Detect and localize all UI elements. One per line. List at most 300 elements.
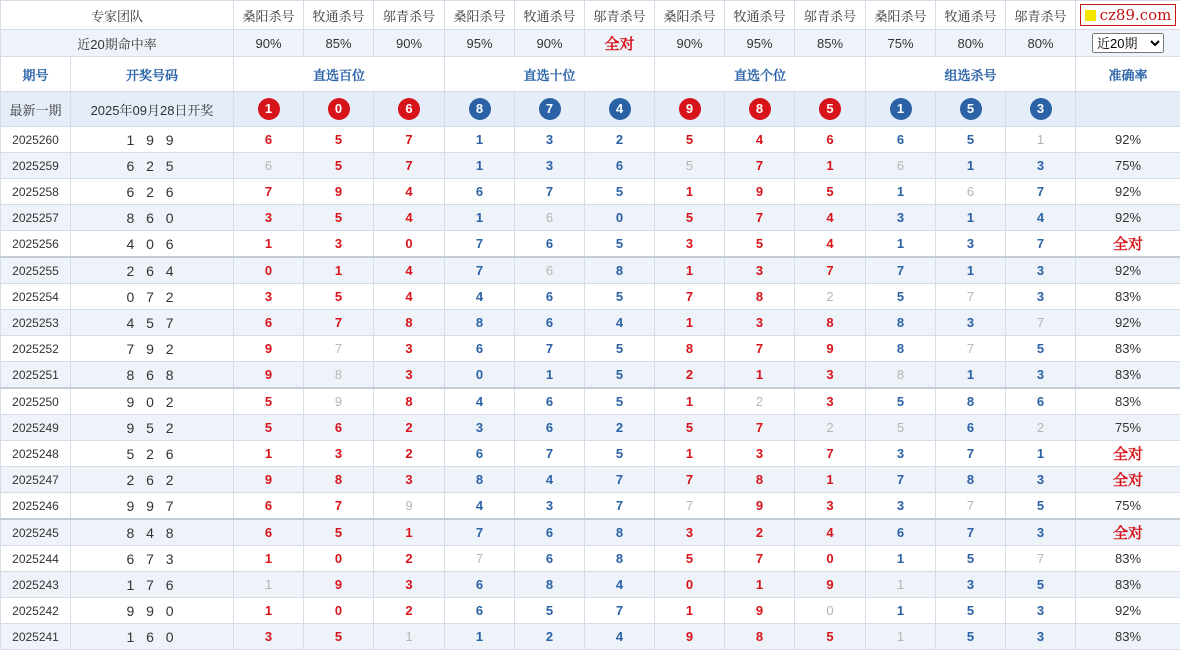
kill-number: 1 bbox=[445, 153, 515, 179]
expert-name: 邬青杀号 bbox=[795, 1, 866, 30]
kill-number: 7 bbox=[445, 231, 515, 258]
kill-number: 4 bbox=[795, 519, 866, 546]
table-row bbox=[1, 441, 1180, 467]
kill-number: 7 bbox=[725, 546, 795, 572]
kill-number: 3 bbox=[515, 153, 585, 179]
kill-number: 2 bbox=[725, 519, 795, 546]
hit-rate-value: 85% bbox=[795, 30, 866, 57]
hit-rate-value: 90% bbox=[234, 30, 304, 57]
draw-number: 7 9 2 bbox=[71, 336, 234, 362]
prediction-ball: 1 bbox=[258, 98, 280, 120]
draw-number: 0 7 2 bbox=[71, 284, 234, 310]
kill-number: 5 bbox=[866, 284, 936, 310]
kill-number: 9 bbox=[234, 362, 304, 389]
expert-name: 牧通杀号 bbox=[515, 1, 585, 30]
kill-number: 0 bbox=[374, 231, 445, 258]
kill-number: 5 bbox=[304, 519, 374, 546]
kill-number: 1 bbox=[866, 231, 936, 258]
kill-number: 2 bbox=[1006, 415, 1076, 441]
draw-number: 1 7 6 bbox=[71, 572, 234, 598]
prediction-ball: 6 bbox=[398, 98, 420, 120]
kill-number: 5 bbox=[585, 336, 655, 362]
kill-number: 4 bbox=[515, 467, 585, 493]
kill-number: 5 bbox=[725, 231, 795, 258]
kill-number: 6 bbox=[234, 127, 304, 153]
table-row bbox=[1, 624, 1180, 650]
accuracy-value: 83% bbox=[1076, 624, 1180, 650]
kill-number: 3 bbox=[866, 493, 936, 520]
kill-number: 9 bbox=[795, 572, 866, 598]
kill-number: 3 bbox=[304, 231, 374, 258]
kill-number: 1 bbox=[866, 624, 936, 650]
kill-number: 1 bbox=[655, 598, 725, 624]
kill-number: 8 bbox=[795, 310, 866, 336]
kill-number: 9 bbox=[374, 493, 445, 520]
kill-number: 6 bbox=[866, 153, 936, 179]
kill-number: 6 bbox=[234, 493, 304, 520]
issue-number: 2025242 bbox=[1, 598, 71, 624]
hit-rate-label: 近20期命中率 bbox=[1, 30, 234, 57]
hit-rate-value: 75% bbox=[866, 30, 936, 57]
kill-number: 1 bbox=[936, 257, 1006, 284]
draw-number: 9 0 2 bbox=[71, 388, 234, 415]
kill-number: 7 bbox=[655, 493, 725, 520]
accuracy-header: 准确率 bbox=[1076, 57, 1180, 92]
table-row bbox=[1, 572, 1180, 598]
issue-number: 2025252 bbox=[1, 336, 71, 362]
accuracy-value: 92% bbox=[1076, 310, 1180, 336]
kill-number: 4 bbox=[374, 257, 445, 284]
issue-number: 2025257 bbox=[1, 205, 71, 231]
kill-number: 7 bbox=[374, 153, 445, 179]
kill-number: 3 bbox=[725, 257, 795, 284]
kill-number: 9 bbox=[234, 336, 304, 362]
kill-number: 0 bbox=[304, 546, 374, 572]
expert-name: 桑阳杀号 bbox=[866, 1, 936, 30]
kill-number: 7 bbox=[585, 493, 655, 520]
kill-number: 3 bbox=[515, 493, 585, 520]
kill-number: 5 bbox=[234, 388, 304, 415]
accuracy-value: 83% bbox=[1076, 388, 1180, 415]
expert-name: 牧通杀号 bbox=[936, 1, 1006, 30]
expert-name: 桑阳杀号 bbox=[234, 1, 304, 30]
kill-number: 1 bbox=[234, 441, 304, 467]
kill-number: 8 bbox=[304, 467, 374, 493]
kill-number: 8 bbox=[725, 284, 795, 310]
kill-number: 1 bbox=[655, 257, 725, 284]
issue-number: 2025243 bbox=[1, 572, 71, 598]
issue-number: 2025249 bbox=[1, 415, 71, 441]
kill-number: 1 bbox=[725, 362, 795, 389]
kill-number: 1 bbox=[866, 546, 936, 572]
kill-number: 1 bbox=[445, 205, 515, 231]
latest-row bbox=[1, 92, 1180, 127]
kill-number: 9 bbox=[725, 493, 795, 520]
kill-number: 6 bbox=[585, 153, 655, 179]
kill-number: 2 bbox=[374, 598, 445, 624]
draw-number: 9 9 7 bbox=[71, 493, 234, 520]
section-header-row bbox=[1, 57, 1180, 92]
kill-number: 6 bbox=[515, 415, 585, 441]
table-row bbox=[1, 362, 1180, 389]
issue-number: 2025254 bbox=[1, 284, 71, 310]
kill-number: 0 bbox=[304, 598, 374, 624]
kill-number: 3 bbox=[445, 415, 515, 441]
draw-number: 9 9 0 bbox=[71, 598, 234, 624]
kill-number: 8 bbox=[655, 336, 725, 362]
issue-number: 2025253 bbox=[1, 310, 71, 336]
expert-header-row bbox=[1, 1, 1180, 30]
kill-number: 2 bbox=[374, 441, 445, 467]
hit-rate-row bbox=[1, 30, 1180, 57]
team-label: 专家团队 bbox=[1, 1, 234, 30]
kill-number: 6 bbox=[445, 441, 515, 467]
draw-number: 1 9 9 bbox=[71, 127, 234, 153]
table-row bbox=[1, 257, 1180, 284]
table-row bbox=[1, 467, 1180, 493]
draw-number: 6 7 3 bbox=[71, 546, 234, 572]
kill-number: 6 bbox=[936, 179, 1006, 205]
table-row bbox=[1, 336, 1180, 362]
kill-number: 5 bbox=[585, 231, 655, 258]
kill-number: 4 bbox=[725, 127, 795, 153]
kill-number: 3 bbox=[725, 441, 795, 467]
issue-number: 2025244 bbox=[1, 546, 71, 572]
kill-number: 7 bbox=[515, 441, 585, 467]
period-select-cell bbox=[1076, 30, 1180, 57]
kill-number: 4 bbox=[374, 179, 445, 205]
kill-number: 7 bbox=[866, 467, 936, 493]
kill-number: 5 bbox=[655, 205, 725, 231]
table-row bbox=[1, 205, 1180, 231]
accuracy-value: 75% bbox=[1076, 415, 1180, 441]
kill-number: 7 bbox=[725, 205, 795, 231]
kill-number: 1 bbox=[445, 127, 515, 153]
draw-number: 6 2 6 bbox=[71, 179, 234, 205]
kill-number: 5 bbox=[585, 284, 655, 310]
table-row bbox=[1, 231, 1180, 258]
accuracy-value: 全对 bbox=[1076, 519, 1180, 546]
kill-number: 4 bbox=[445, 388, 515, 415]
accuracy-value: 92% bbox=[1076, 127, 1180, 153]
period-select[interactable] bbox=[1092, 33, 1164, 53]
kill-number: 1 bbox=[374, 624, 445, 650]
kill-number: 5 bbox=[1006, 572, 1076, 598]
prediction-ball: 8 bbox=[469, 98, 491, 120]
kill-number: 7 bbox=[655, 467, 725, 493]
kill-number: 3 bbox=[795, 362, 866, 389]
issue-number: 2025241 bbox=[1, 624, 71, 650]
latest-date: 2025年09月28日开奖 bbox=[71, 92, 234, 127]
kill-number: 1 bbox=[655, 310, 725, 336]
kill-number: 5 bbox=[795, 179, 866, 205]
kill-number: 3 bbox=[304, 441, 374, 467]
kill-number: 3 bbox=[936, 572, 1006, 598]
kill-number: 1 bbox=[655, 388, 725, 415]
kill-number: 1 bbox=[866, 598, 936, 624]
kill-number: 5 bbox=[304, 284, 374, 310]
prediction-ball: 4 bbox=[609, 98, 631, 120]
kill-number: 5 bbox=[866, 388, 936, 415]
expert-name: 桑阳杀号 bbox=[445, 1, 515, 30]
kill-number: 3 bbox=[1006, 598, 1076, 624]
kill-number: 4 bbox=[585, 624, 655, 650]
expert-name: 邬青杀号 bbox=[374, 1, 445, 30]
expert-name: 邬青杀号 bbox=[1006, 1, 1076, 30]
kill-number: 6 bbox=[515, 231, 585, 258]
kill-number: 3 bbox=[655, 231, 725, 258]
prediction-ball: 1 bbox=[890, 98, 912, 120]
kill-number: 7 bbox=[936, 519, 1006, 546]
kill-number: 3 bbox=[1006, 624, 1076, 650]
issue-number: 2025247 bbox=[1, 467, 71, 493]
kill-number: 1 bbox=[866, 179, 936, 205]
kill-number: 5 bbox=[655, 415, 725, 441]
kill-number: 3 bbox=[374, 572, 445, 598]
kill-number: 1 bbox=[445, 624, 515, 650]
kill-number: 4 bbox=[1006, 205, 1076, 231]
accuracy-value: 75% bbox=[1076, 493, 1180, 520]
kill-number: 3 bbox=[374, 362, 445, 389]
kill-number: 0 bbox=[585, 205, 655, 231]
kill-number: 8 bbox=[585, 519, 655, 546]
zu-header: 组选杀号 bbox=[866, 57, 1076, 92]
kill-number: 1 bbox=[866, 572, 936, 598]
prediction-ball: 0 bbox=[328, 98, 350, 120]
kill-number: 1 bbox=[936, 205, 1006, 231]
kill-number: 3 bbox=[1006, 519, 1076, 546]
kill-number: 9 bbox=[655, 624, 725, 650]
kill-number: 8 bbox=[585, 546, 655, 572]
kill-number: 7 bbox=[1006, 231, 1076, 258]
kill-number: 9 bbox=[725, 598, 795, 624]
kill-number: 7 bbox=[936, 493, 1006, 520]
table-row bbox=[1, 493, 1180, 520]
kill-number: 8 bbox=[374, 388, 445, 415]
kill-number: 1 bbox=[795, 467, 866, 493]
kill-number: 5 bbox=[655, 546, 725, 572]
kill-number: 6 bbox=[445, 598, 515, 624]
hit-rate-value: 95% bbox=[725, 30, 795, 57]
site-logo[interactable] bbox=[1080, 4, 1177, 26]
kill-number: 5 bbox=[655, 153, 725, 179]
kill-number: 8 bbox=[585, 257, 655, 284]
accuracy-value: 75% bbox=[1076, 153, 1180, 179]
kill-number: 9 bbox=[795, 336, 866, 362]
kill-number: 5 bbox=[936, 127, 1006, 153]
kill-number: 7 bbox=[1006, 546, 1076, 572]
kill-number: 7 bbox=[515, 336, 585, 362]
bai-header: 直选百位 bbox=[234, 57, 445, 92]
kill-number: 6 bbox=[866, 519, 936, 546]
kill-number: 7 bbox=[1006, 310, 1076, 336]
kill-number: 5 bbox=[304, 127, 374, 153]
kill-number: 8 bbox=[866, 362, 936, 389]
kill-number: 1 bbox=[304, 257, 374, 284]
prediction-ball: 8 bbox=[749, 98, 771, 120]
accuracy-value: 全对 bbox=[1076, 467, 1180, 493]
kill-number: 7 bbox=[725, 336, 795, 362]
prediction-ball: 5 bbox=[819, 98, 841, 120]
prediction-ball: 9 bbox=[679, 98, 701, 120]
kill-number: 5 bbox=[515, 598, 585, 624]
kill-number: 7 bbox=[234, 179, 304, 205]
kill-number: 4 bbox=[795, 205, 866, 231]
kill-number: 6 bbox=[234, 519, 304, 546]
kill-number: 8 bbox=[445, 310, 515, 336]
kill-number: 1 bbox=[234, 572, 304, 598]
kill-number: 5 bbox=[585, 362, 655, 389]
accuracy-value: 92% bbox=[1076, 205, 1180, 231]
issue-number: 2025251 bbox=[1, 362, 71, 389]
kill-number: 9 bbox=[304, 572, 374, 598]
kill-number: 1 bbox=[1006, 441, 1076, 467]
table-row bbox=[1, 310, 1180, 336]
kill-number: 3 bbox=[234, 284, 304, 310]
table-row bbox=[1, 127, 1180, 153]
logo-cell bbox=[1076, 1, 1180, 30]
kill-number: 0 bbox=[795, 598, 866, 624]
logo-text: cz89.com bbox=[1099, 6, 1172, 24]
kill-number: 3 bbox=[866, 205, 936, 231]
kill-number: 2 bbox=[655, 362, 725, 389]
kill-number: 3 bbox=[936, 310, 1006, 336]
kill-number: 8 bbox=[866, 336, 936, 362]
kill-number: 6 bbox=[936, 415, 1006, 441]
kill-number: 3 bbox=[234, 205, 304, 231]
kill-number: 5 bbox=[1006, 336, 1076, 362]
issue-number: 2025248 bbox=[1, 441, 71, 467]
draw-number: 2 6 2 bbox=[71, 467, 234, 493]
kill-number: 7 bbox=[725, 153, 795, 179]
kill-number: 3 bbox=[866, 441, 936, 467]
kill-number: 0 bbox=[795, 546, 866, 572]
kill-number: 1 bbox=[936, 153, 1006, 179]
kill-number: 9 bbox=[234, 467, 304, 493]
kill-number: 6 bbox=[304, 415, 374, 441]
accuracy-value: 83% bbox=[1076, 546, 1180, 572]
hit-rate-value: 80% bbox=[936, 30, 1006, 57]
expert-name: 牧通杀号 bbox=[304, 1, 374, 30]
kill-number: 1 bbox=[234, 546, 304, 572]
kill-number: 1 bbox=[936, 362, 1006, 389]
draw-number: 8 6 0 bbox=[71, 205, 234, 231]
kill-number: 3 bbox=[1006, 284, 1076, 310]
kill-number: 5 bbox=[936, 546, 1006, 572]
kill-number: 8 bbox=[445, 467, 515, 493]
kill-number: 7 bbox=[795, 257, 866, 284]
table-row bbox=[1, 179, 1180, 205]
hit-rate-value: 90% bbox=[374, 30, 445, 57]
draw-number: 1 6 0 bbox=[71, 624, 234, 650]
prediction-ball: 3 bbox=[1030, 98, 1052, 120]
kill-number: 1 bbox=[725, 572, 795, 598]
draw-number: 4 0 6 bbox=[71, 231, 234, 258]
kill-number: 6 bbox=[445, 179, 515, 205]
kill-number: 0 bbox=[234, 257, 304, 284]
issue-header: 期号 bbox=[1, 57, 71, 92]
kill-number: 7 bbox=[304, 493, 374, 520]
kill-number: 6 bbox=[234, 153, 304, 179]
kill-number: 7 bbox=[936, 336, 1006, 362]
kill-number: 9 bbox=[304, 388, 374, 415]
kill-number: 1 bbox=[515, 362, 585, 389]
issue-number: 2025259 bbox=[1, 153, 71, 179]
accuracy-value: 83% bbox=[1076, 336, 1180, 362]
kill-number: 8 bbox=[725, 624, 795, 650]
kill-number: 4 bbox=[795, 231, 866, 258]
kill-number: 6 bbox=[866, 127, 936, 153]
expert-name: 桑阳杀号 bbox=[655, 1, 725, 30]
kill-number: 0 bbox=[655, 572, 725, 598]
kill-number: 5 bbox=[585, 441, 655, 467]
kill-number: 4 bbox=[445, 493, 515, 520]
kill-number: 6 bbox=[1006, 388, 1076, 415]
issue-number: 2025246 bbox=[1, 493, 71, 520]
logo-square-icon bbox=[1085, 10, 1096, 21]
table-row bbox=[1, 153, 1180, 179]
prediction-ball: 7 bbox=[539, 98, 561, 120]
kill-number: 5 bbox=[655, 127, 725, 153]
kill-number: 8 bbox=[936, 388, 1006, 415]
accuracy-value: 全对 bbox=[1076, 231, 1180, 258]
expert-name: 牧通杀号 bbox=[725, 1, 795, 30]
kill-number: 8 bbox=[515, 572, 585, 598]
issue-number: 2025256 bbox=[1, 231, 71, 258]
expert-name: 邬青杀号 bbox=[585, 1, 655, 30]
kill-number: 3 bbox=[1006, 257, 1076, 284]
hit-rate-value: 全对 bbox=[585, 30, 655, 57]
kill-number: 6 bbox=[445, 336, 515, 362]
kill-number: 4 bbox=[585, 572, 655, 598]
kill-number: 2 bbox=[374, 546, 445, 572]
kill-number: 6 bbox=[445, 572, 515, 598]
issue-number: 2025250 bbox=[1, 388, 71, 415]
kill-number: 1 bbox=[374, 519, 445, 546]
kill-number: 7 bbox=[795, 441, 866, 467]
kill-number: 6 bbox=[234, 310, 304, 336]
kill-number: 9 bbox=[725, 179, 795, 205]
kill-number: 3 bbox=[1006, 467, 1076, 493]
kill-number: 0 bbox=[445, 362, 515, 389]
kill-number: 7 bbox=[304, 310, 374, 336]
kill-number: 3 bbox=[1006, 153, 1076, 179]
kill-number: 5 bbox=[304, 153, 374, 179]
kill-number: 7 bbox=[936, 441, 1006, 467]
kill-number: 2 bbox=[795, 284, 866, 310]
kill-number: 2 bbox=[795, 415, 866, 441]
kill-number: 4 bbox=[585, 310, 655, 336]
kill-number: 3 bbox=[795, 388, 866, 415]
kill-number: 5 bbox=[234, 415, 304, 441]
kill-number: 8 bbox=[936, 467, 1006, 493]
kill-number: 4 bbox=[374, 205, 445, 231]
kill-number: 3 bbox=[725, 310, 795, 336]
kill-number: 8 bbox=[725, 467, 795, 493]
kill-number: 5 bbox=[795, 624, 866, 650]
kill-number: 7 bbox=[1006, 179, 1076, 205]
accuracy-value: 83% bbox=[1076, 362, 1180, 389]
prediction-ball: 5 bbox=[960, 98, 982, 120]
accuracy-value: 83% bbox=[1076, 572, 1180, 598]
kill-number: 5 bbox=[936, 598, 1006, 624]
kill-number: 8 bbox=[374, 310, 445, 336]
hit-rate-value: 85% bbox=[304, 30, 374, 57]
kill-number: 7 bbox=[655, 284, 725, 310]
table-row bbox=[1, 284, 1180, 310]
issue-number: 2025255 bbox=[1, 257, 71, 284]
kill-number: 1 bbox=[1006, 127, 1076, 153]
